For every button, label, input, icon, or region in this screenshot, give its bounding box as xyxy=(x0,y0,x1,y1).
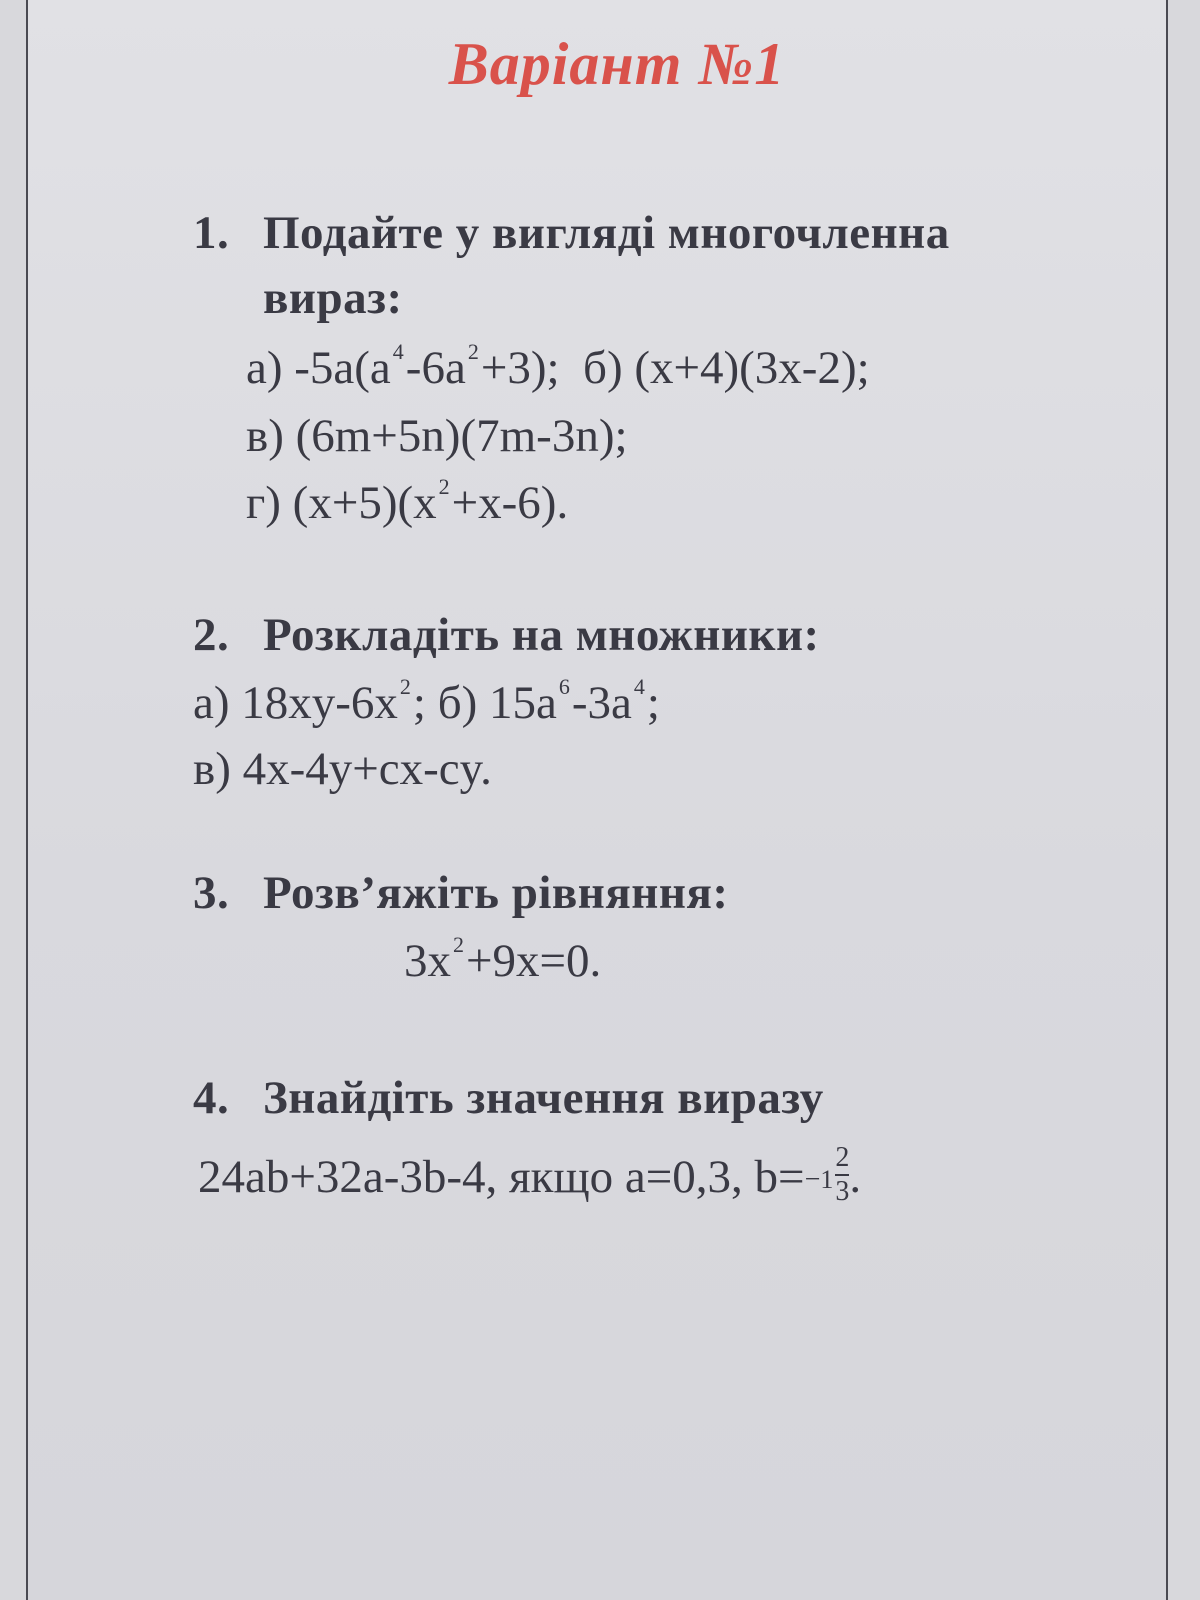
task4-tail: . xyxy=(849,1150,862,1203)
task1-heading: Подайте у вигляді многочленна xyxy=(263,207,950,259)
task2-a-part1: а) 18xy-6x xyxy=(193,677,398,729)
task2-a-exponent2: 6 xyxy=(558,674,570,699)
task1-heading-continuation: вираз: xyxy=(263,272,403,324)
task1-item-v: в) (6m+5n)(7m-3n); xyxy=(246,410,628,462)
task1-a-exponent1: 4 xyxy=(392,339,404,364)
task3-eq-part2: +9x=0. xyxy=(466,935,602,987)
task2-item-v: в) 4x-4y+cx-cy. xyxy=(193,743,492,795)
variant-title: Варіант №1 xyxy=(448,31,786,97)
task4-heading: Знайдіть значення виразу xyxy=(263,1072,824,1124)
task4-number: 4. xyxy=(193,1072,230,1124)
task1-item-g xyxy=(246,474,569,529)
task1-a-part2: -6a xyxy=(405,342,466,394)
task3-heading-line xyxy=(193,867,729,919)
task3-heading: Розв’яжіть рівняння: xyxy=(263,867,729,919)
task1-g-part2: +x-6). xyxy=(451,477,569,529)
task1-g-exponent1: 2 xyxy=(438,474,450,499)
task2-a-part3: -3a xyxy=(571,677,632,729)
task4-denominator: 3 xyxy=(835,1176,850,1207)
task2-a-exponent3: 4 xyxy=(633,674,645,699)
task4-whole-part: 1 xyxy=(820,1164,834,1194)
task2-number: 2. xyxy=(193,609,230,661)
task4-expr-text: 24ab+32a-3b-4, якщо a=0,3, b= xyxy=(198,1150,805,1203)
task1-a-exponent2: 2 xyxy=(467,339,479,364)
task2-heading: Розкладіть на множники: xyxy=(263,609,820,661)
task3-eq-part1: 3x xyxy=(404,935,451,987)
task1-number: 1. xyxy=(193,207,230,259)
task3-eq-exponent: 2 xyxy=(453,932,464,957)
task2-item-a-b xyxy=(193,674,660,729)
worksheet-page xyxy=(26,0,1168,1600)
task4-fraction xyxy=(835,1144,849,1206)
task2-heading-line xyxy=(193,609,820,661)
task3-equation xyxy=(404,932,602,987)
task1-heading-line xyxy=(193,207,950,259)
task4-numerator: 2 xyxy=(835,1142,850,1173)
task1-item-a-b xyxy=(246,339,870,394)
task1-g-part1: г) (x+5)(x xyxy=(246,477,437,529)
task4-heading-line xyxy=(193,1072,824,1124)
task4-minus-sign: − xyxy=(804,1163,821,1195)
task2-a-part4: ; xyxy=(646,677,660,729)
task2-a-exponent1: 2 xyxy=(399,674,411,699)
task4-expression xyxy=(198,1142,862,1212)
task1-a-part3: +3); б) (x+4)(3x-2); xyxy=(480,342,870,394)
task3-number: 3. xyxy=(193,867,230,919)
task1-a-part1: а) -5a(a xyxy=(246,342,391,394)
task2-a-part2: ; б) 15a xyxy=(412,677,557,729)
